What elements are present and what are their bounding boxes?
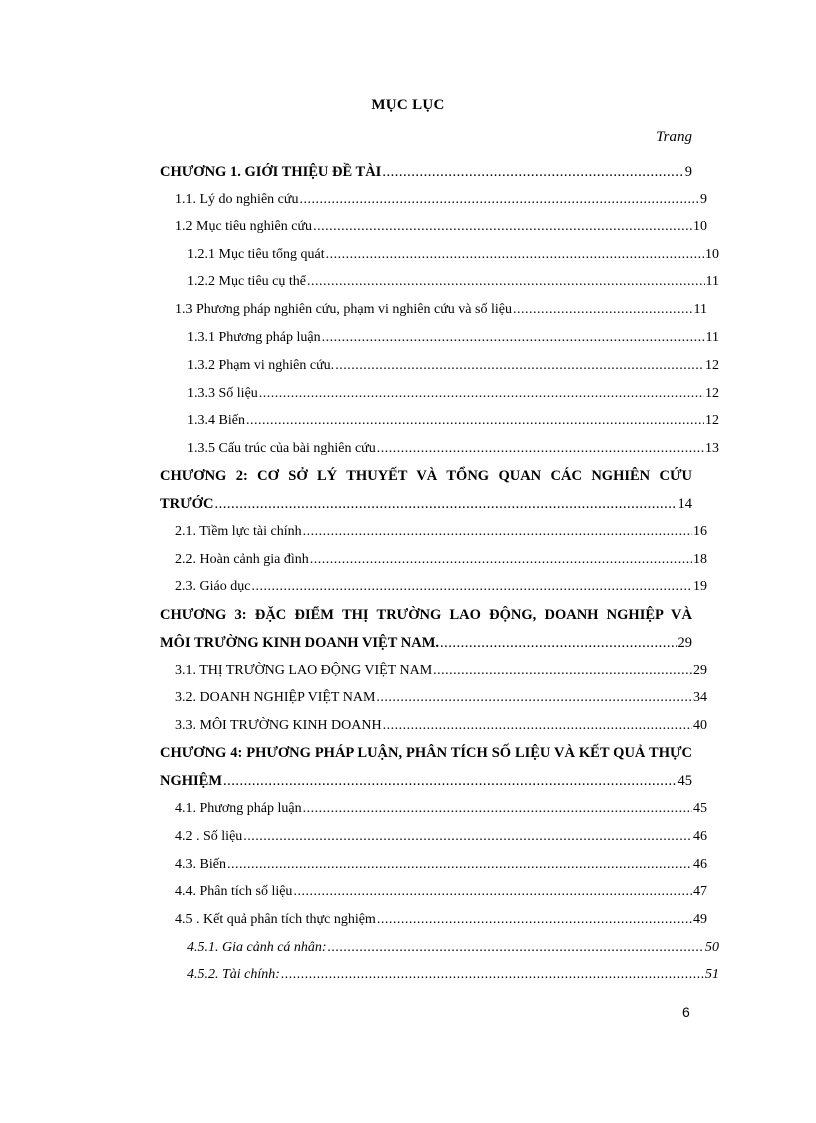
- toc-leader: [281, 967, 704, 983]
- toc-entry-3-2[interactable]: [160, 690, 707, 706]
- toc-entry-1-1[interactable]: [160, 192, 707, 208]
- toc-page-number: 12: [705, 386, 719, 401]
- toc-leader: [259, 386, 704, 402]
- toc-entry-1-3-2[interactable]: [160, 358, 719, 374]
- toc-leader: [376, 690, 692, 706]
- toc-label: 1.2.1 Mục tiêu tổng quát: [187, 247, 325, 262]
- toc-label: 1.3 Phương pháp nghiên cứu, phạm vi nghiên cứu và số liệu: [175, 302, 512, 317]
- toc-page-number: 29: [693, 663, 707, 678]
- toc-entry-chapter-4-line1[interactable]: [160, 745, 692, 761]
- toc-page-number: 45: [677, 773, 692, 789]
- toc-leader: [383, 718, 692, 734]
- toc-page-number: 13: [705, 441, 719, 456]
- toc-page-number: 11: [705, 274, 719, 289]
- page-column-label: Trang: [656, 129, 692, 145]
- toc-entry-1-2[interactable]: [160, 219, 707, 235]
- toc-page-number: 46: [693, 857, 707, 872]
- toc-page-number: 47: [693, 884, 707, 899]
- toc-label: 1.3.4 Biến: [187, 413, 245, 428]
- toc-label: 4.5 . Kết quả phân tích thực nghiệm: [175, 912, 376, 927]
- toc-label: 4.4. Phân tích số liệu: [175, 884, 293, 899]
- toc-label: 4.5.2. Tài chính:: [187, 967, 280, 982]
- toc-leader: [433, 663, 692, 679]
- toc-entry-chapter-4[interactable]: [160, 773, 692, 789]
- toc-label: CHƯƠNG 3: ĐẶC ĐIỂM THỊ TRƯỜNG LAO ĐỘNG, DOANH NGHIỆP VÀ: [160, 607, 692, 623]
- toc-leader: [227, 857, 692, 873]
- toc-leader: [328, 940, 704, 956]
- toc-leader: [326, 247, 704, 263]
- toc-entry-4-5-2[interactable]: [160, 967, 719, 983]
- toc-leader: [223, 773, 676, 789]
- toc-leader: [335, 358, 704, 374]
- toc-leader: [293, 884, 692, 900]
- toc-label: 4.3. Biến: [175, 857, 226, 872]
- toc-label: 4.5.1. Gia cảnh cá nhân:: [187, 940, 327, 955]
- toc-label: 4.2 . Số liệu: [175, 829, 243, 844]
- toc-entry-2-1[interactable]: [160, 524, 707, 540]
- toc-entry-chapter-1[interactable]: [160, 164, 692, 180]
- toc-entry-2-3[interactable]: [160, 579, 707, 595]
- toc-entry-1-2-1[interactable]: [160, 247, 719, 263]
- toc-entry-4-4[interactable]: [160, 884, 707, 900]
- toc-page-number: 51: [705, 967, 719, 982]
- toc-leader: [513, 302, 693, 318]
- toc-entry-chapter-3[interactable]: [160, 635, 692, 651]
- toc-page-number: 14: [677, 496, 692, 512]
- toc-entry-chapter-3-line1[interactable]: [160, 607, 692, 623]
- toc-page-number: 40: [693, 718, 707, 733]
- toc-leader: [307, 274, 705, 290]
- toc-leader: [310, 552, 692, 568]
- toc-entry-1-2-2[interactable]: [160, 274, 719, 290]
- toc-label: 1.3.1 Phương pháp luận: [187, 330, 321, 345]
- toc-entry-1-3-3[interactable]: [160, 386, 719, 402]
- toc-label: TRƯỚC: [160, 496, 214, 512]
- toc-label: 3.3. MÔI TRƯỜNG KINH DOANH: [175, 718, 382, 733]
- toc-page-number: 10: [693, 219, 707, 234]
- toc-label: NGHIỆM: [160, 773, 223, 789]
- toc-page-number: 34: [693, 690, 707, 705]
- toc-entry-4-5[interactable]: [160, 912, 707, 928]
- toc-leader: [440, 635, 676, 651]
- toc-leader: [382, 164, 683, 180]
- toc-leader: [303, 524, 692, 540]
- toc-label: 4.1. Phương pháp luận: [175, 801, 302, 816]
- toc-leader: [377, 912, 692, 928]
- toc-label: 2.1. Tiềm lực tài chính: [175, 524, 302, 539]
- toc-label: MÔI TRƯỜNG KINH DOANH VIỆT NAM.: [160, 635, 440, 651]
- toc-label: CHƯƠNG 2: CƠ SỞ LÝ THUYẾT VÀ TỔNG QUAN CÁC NGHIÊN CỨU: [160, 468, 692, 484]
- toc-page-number: 29: [677, 635, 692, 651]
- toc-entry-1-3-1[interactable]: [160, 330, 719, 346]
- toc-entry-chapter-2-line1[interactable]: [160, 468, 692, 484]
- toc-page-number: 45: [693, 801, 707, 816]
- toc-leader: [214, 496, 676, 512]
- toc-leader: [322, 330, 705, 346]
- toc-entry-3-3[interactable]: [160, 718, 707, 734]
- toc-entry-1-3-4[interactable]: [160, 413, 719, 429]
- toc-entry-1-3[interactable]: [160, 302, 707, 318]
- toc-page-number: 46: [693, 829, 707, 844]
- toc-label: 3.1. THỊ TRƯỜNG LAO ĐỘNG VIỆT NAM: [175, 663, 433, 678]
- toc-label: 1.3.3 Số liệu: [187, 386, 258, 401]
- toc-page-number: 12: [705, 413, 719, 428]
- page-number: 6: [682, 1004, 690, 1020]
- toc-page-number: 9: [700, 192, 707, 207]
- toc-label: 2.3. Giáo dục: [175, 579, 251, 594]
- toc-page-number: 49: [693, 912, 707, 927]
- toc-entry-4-3[interactable]: [160, 857, 707, 873]
- toc-leader: [243, 829, 692, 845]
- toc-label: 1.2.2 Mục tiêu cụ thể: [187, 274, 306, 289]
- toc-label: 1.1. Lý do nghiên cứu: [175, 192, 299, 207]
- document-title: MỤC LỤC: [371, 97, 445, 113]
- toc-page-number: 18: [693, 552, 707, 567]
- toc-page-number: 50: [705, 940, 719, 955]
- toc-label: 1.3.2 Phạm vi nghiên cứu.: [187, 358, 335, 373]
- toc-entry-4-2[interactable]: [160, 829, 707, 845]
- toc-label: 1.2 Mục tiêu nghiên cứu: [175, 219, 313, 234]
- toc-page-number: 9: [684, 164, 692, 180]
- toc-page-number: 12: [705, 358, 719, 373]
- toc-label: CHƯƠNG 4: PHƯƠNG PHÁP LUẬN, PHÂN TÍCH SỐ LIỆU VÀ KẾT QUẢ THỰC: [160, 745, 692, 761]
- toc-label: 1.3.5 Cấu trúc của bài nghiên cứu: [187, 441, 376, 456]
- toc-leader: [377, 441, 704, 457]
- toc-entry-chapter-2[interactable]: [160, 496, 692, 512]
- toc-leader: [299, 192, 699, 208]
- toc-page-number: 11: [693, 302, 707, 317]
- toc-leader: [303, 801, 692, 817]
- toc-entry-3-1[interactable]: [160, 663, 707, 679]
- toc-leader: [246, 413, 704, 429]
- toc-leader: [251, 579, 692, 595]
- toc-page-number: 19: [693, 579, 707, 594]
- toc-entry-2-2[interactable]: [160, 552, 707, 568]
- toc-label: 2.2. Hoàn cảnh gia đình: [175, 552, 309, 567]
- toc-page-number: 16: [693, 524, 707, 539]
- toc-entry-4-5-1[interactable]: [160, 940, 719, 956]
- toc-entry-4-1[interactable]: [160, 801, 707, 817]
- toc-page-number: 10: [705, 247, 719, 262]
- toc-entry-1-3-5[interactable]: [160, 441, 719, 457]
- toc-leader: [313, 219, 692, 235]
- toc-page-number: 11: [705, 330, 719, 345]
- toc-label: 3.2. DOANH NGHIỆP VIỆT NAM: [175, 690, 376, 705]
- toc-label: CHƯƠNG 1. GIỚI THIỆU ĐỀ TÀI: [160, 164, 382, 180]
